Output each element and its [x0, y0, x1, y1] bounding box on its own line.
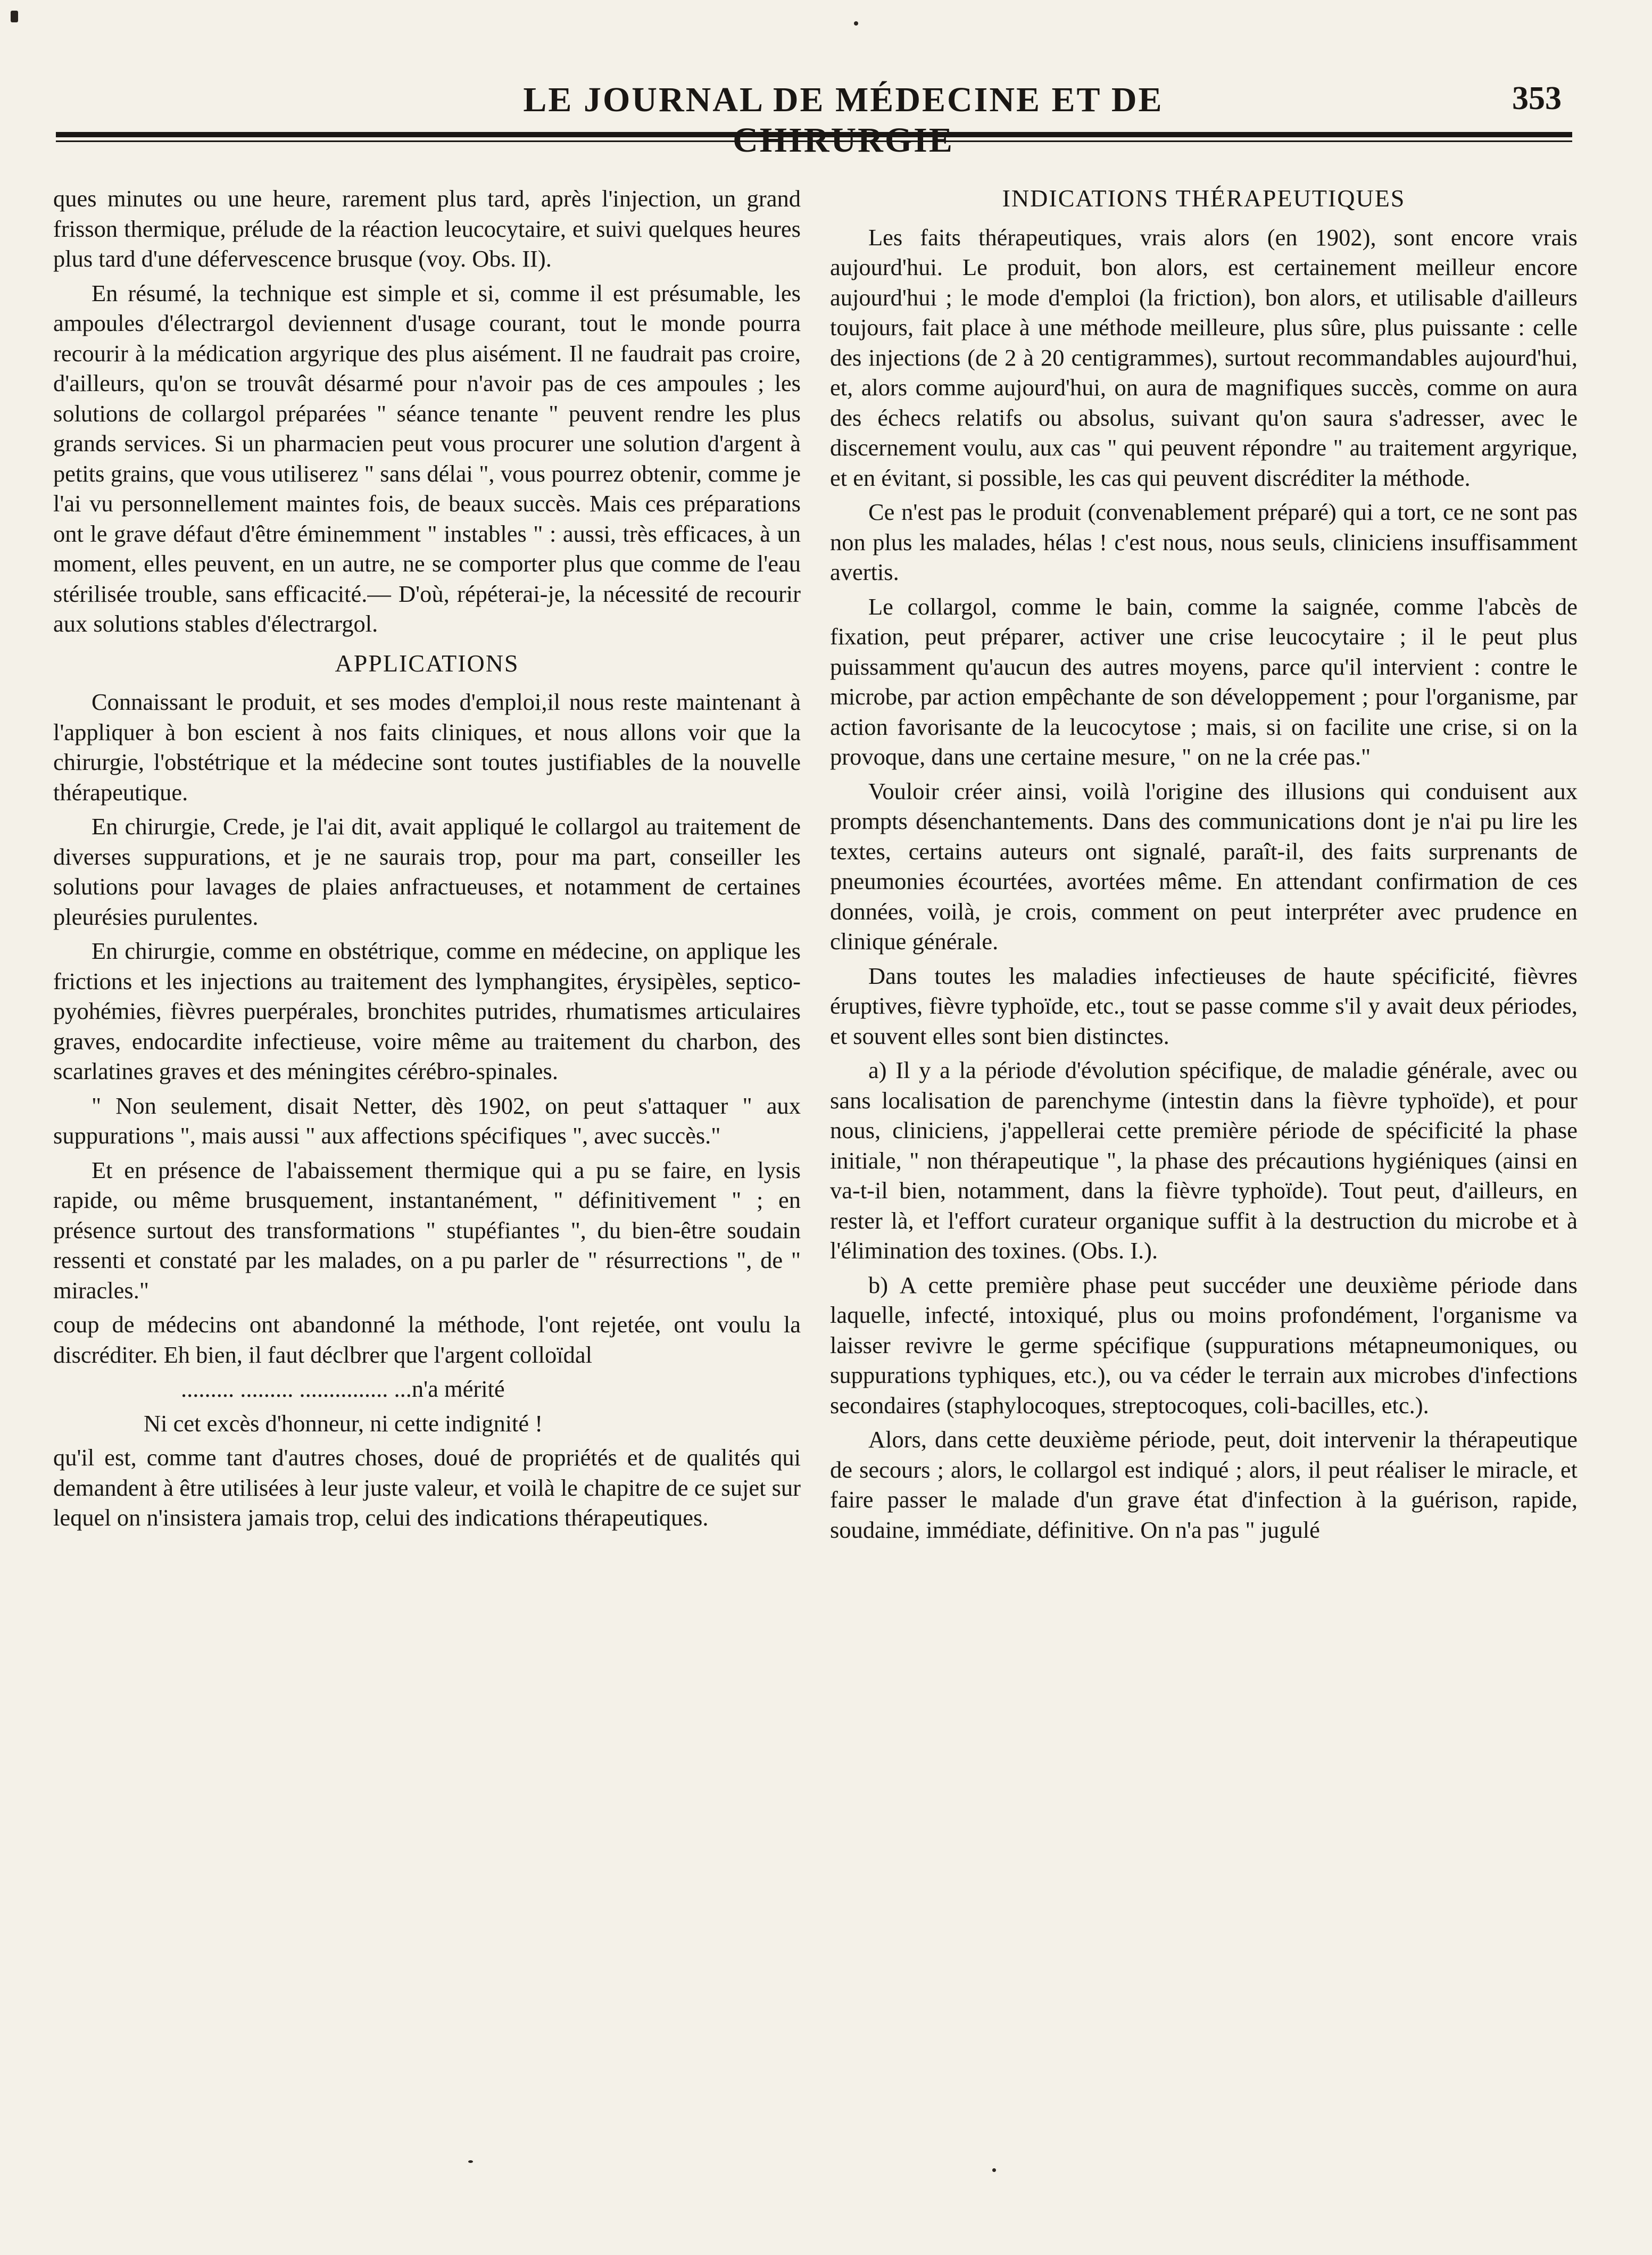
paragraph: Ce n'est pas le produit (convenablement préparé) qui a tort, ce ne sont pas non plus les malades, hélas ! c'est nous, nous seuls, cliniciens insuffisamment avertis.: [830, 499, 1578, 585]
paragraph: ques minutes ou une heure, rarement plus tard, après l'injection, un grand frisson thermique, prélude de la réaction leucocytaire, et suivi quelques heures plus tard d'une défervescence brusque (voy. Obs. II).: [53, 185, 801, 272]
paragraph: " Non seulement, disait Netter, dès 1902, on peut s'attaquer " aux suppurations ", mais aussi " aux affections spécifiques ", avec succès.": [53, 1092, 801, 1149]
verse-line: ......... ......... ............... ...n'a mérité: [181, 1375, 505, 1402]
header-rule-thick: [56, 132, 1572, 137]
print-speck: [11, 11, 18, 22]
paragraph: Vouloir créer ainsi, voilà l'origine des illusions qui conduisent aux prompts désenchantements. Dans des communications dont je n'ai pu lire les textes, certains auteurs ont signalé, paraît-il, des faits surprenants de pneumonies écourtées, avortées même. En attendant confirmation de ces données, voilà, je crois, comment on peut interpréter avec prudence en clinique générale.: [830, 777, 1578, 955]
print-speck: [468, 2160, 473, 2163]
print-speck: [992, 2168, 996, 2172]
header-rule-thin: [56, 140, 1572, 142]
print-speck: [854, 21, 858, 26]
paragraph: Alors, dans cette deuxième période, peut, doit intervenir la thérapeutique de secours ; alors, le collargol est indiqué ; alors, il peut réaliser le miracle, et faire passer le malade d'un grave état d'infection à la guérison, rapide, soudaine, immédiate, définitive. On n'a pas " jugulé: [830, 1426, 1578, 1543]
paragraph: coup de médecins ont abandonné la méthode, l'ont rejetée, ont voulu la discréditer. Eh bien, il faut déclbrer que l'argent colloïdal: [53, 1311, 801, 1368]
right-column: [830, 184, 1578, 1549]
paragraph: Dans toutes les maladies infectieuses de haute spécificité, fièvres éruptives, fièvre typhoïde, etc., tout se passe comme s'il y avait deux périodes, et souvent elles sont bien distinctes.: [830, 962, 1578, 1049]
paragraph: En résumé, la technique est simple et si, comme il est présumable, les ampoules d'électrargol deviennent d'usage courant, tout le monde pourra recourir à la médication argyrique des plus aisément. Il ne faudrait pas croire, d'ailleurs, qu'on se trouvât désarmé pour n'avoir pas de ces ampoules ; les solutions de collargol préparées " séance tenante " peuvent rendre les plus grands services. Si un pharmacien peut vous procurer une solution d'argent à petits grains, que vous utiliserez " sans délai ", vous pourrez obtenir, comme je l'ai vu personnellement maintes fois, de beaux succès. Mais ces préparations ont le grave défaut d'être éminemment " instables " : aussi, très efficaces, à un moment, elles peuvent, en un autre, ne se comporter plus que comme de l'eau stérilisée trouble, sans efficacité.— D'où, répéterai-je, la nécessité de recourir aux solutions stables d'électrargol.: [53, 279, 801, 637]
journal-title: LE JOURNAL DE MÉDECINE ET DE: [523, 80, 1164, 119]
paragraph: Les faits thérapeutiques, vrais alors (en 1902), sont encore vrais aujourd'hui. Le produit, bon alors, est certainement meilleur encore aujourd'hui ; le mode d'emploi (la friction), bon alors, et utilisable d'ailleurs toujours, fait place à une méthode meilleure, plus sûre, plus puissante : celle des injections (de 2 à 20 centigrammes), surtout recommandables aujourd'hui, et, alors comme aujourd'hui, on aura de magnifiques succès, comme on aura des échecs relatifs ou absolus, suivant qu'on saura s'adresser, avec le discernement voulu, aux cas " qui peuvent répondre " au traitement argyrique, et en évitant, si possible, les cas qui peuvent discréditer la méthode.: [830, 223, 1578, 491]
verse-line: Ni cet excès d'honneur, ni cette indignité !: [144, 1410, 543, 1437]
paragraph: Le collargol, comme le bain, comme la saignée, comme l'abcès de fixation, peut préparer, activer une crise leucocytaire ; il le peut plus puissamment qu'aucun des autres moyens, parce qu'il intervient : contre le microbe, par action empêchante de son développement ; pour l'organisme, par action favorisante de la leucocytose ; mais, si on facilite une crise, si on la provoque, dans une certaine mesure, " on ne la crée pas.": [830, 593, 1578, 770]
paragraph: Et en présence de l'abaissement thermique qui a pu se faire, en lysis rapide, ou même brusquement, instantanément, " définitivement " ; en présence surtout des transformations " stupéfiantes ", du bien-être soudain ressenti et constaté par les malades, on a pu parler de " résurrections ", de " miracles.": [53, 1156, 801, 1304]
left-column: [53, 184, 801, 1537]
paragraph: b) A cette première phase peut succéder une deuxième période dans laquelle, infecté, intoxiqué, plus ou moins profondément, l'organisme va laisser revivre le germe spécifique (suppurations métapneumoniques, ou suppurations typhiques, etc.), ou va céder le terrain aux microbes d'infections secondaires (staphylocoques, streptocoques, coli-bacilles, etc.).: [830, 1271, 1578, 1419]
section-title-indications: INDICATIONS THÉRAPEUTIQUES: [1002, 185, 1406, 212]
running-header: [56, 74, 1572, 149]
paragraph: qu'il est, comme tant d'autres choses, doué de propriétés et de qualités qui demandent à être utilisées à leur juste valeur, et voilà le chapitre de ce sujet sur lequel on n'insistera jamais trop, celui des indications thérapeutiques.: [53, 1444, 801, 1531]
paragraph: En chirurgie, comme en obstétrique, comme en médecine, on applique les frictions et les injections au traitement des lymphangites, érysipèles, septico-pyohémies, fièvres puerpérales, bronchites putrides, rhumatismes articulaires graves, endocardite infectieuse, voire même au traitement du charbon, des scarlatines graves et des méningites cérébro-spinales.: [53, 938, 801, 1084]
paragraph: a) Il y a la période d'évolution spécifique, de maladie générale, avec ou sans localisation de parenchyme (intestin dans la fièvre typhoïde), et pour nous, cliniciens, j'appellerai cette première période de spécificité la phase initiale, " non thérapeutique ", la phase des précautions hygiéniques (ainsi en va-t-il bien, notamment, dans la fièvre typhoïde). Tout peut, d'ailleurs, en rester là, et l'effort curateur organique suffit à la destruction du microbe et à l'élimination des toxines. (Obs. I.).: [830, 1057, 1578, 1264]
page-number: 353: [1512, 80, 1562, 117]
paragraph: En chirurgie, Crede, je l'ai dit, avait appliqué le collargol au traitement de diverses suppurations, et je ne saurais trop, pour ma part, conseiller les solutions pour lavages de plaies anfractueuses, et notamment de certaines pleurésies purulentes.: [53, 813, 801, 930]
paragraph: Connaissant le produit, et ses modes d'emploi,il nous reste maintenant à l'appliquer à bon escient à nos faits cliniques, et nous allons voir que la chirurgie, l'obstétrique et la médecine sont toutes justifiables de la nouvelle thérapeutique.: [53, 689, 801, 806]
section-title-applications: APPLICATIONS: [335, 649, 519, 677]
